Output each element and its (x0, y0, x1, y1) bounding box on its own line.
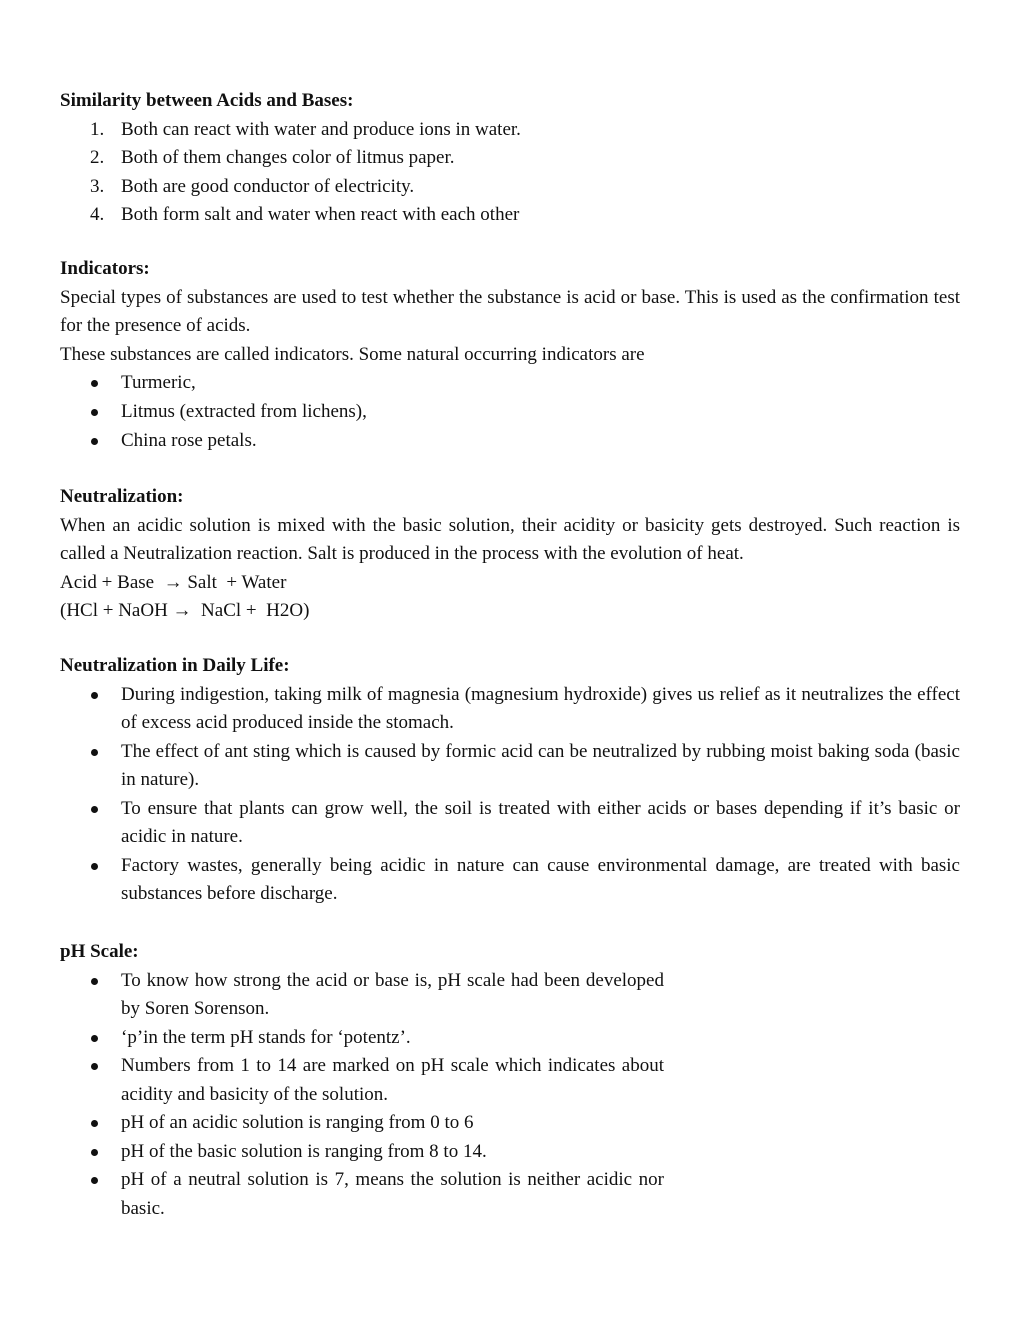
paragraph: When an acidic solution is mixed with the basic solution, their acidity or basicity gets destroyed. Such reaction is called a Neutralization reaction. Salt is produced in the process with the evolution of heat. (60, 514, 960, 564)
ph-scale-section (60, 938, 664, 1223)
item-text: The effect of ant sting which is caused by formic acid can be neutralized by rubbing moist baking soda (basic in nature). (121, 740, 960, 790)
list-item (60, 852, 960, 909)
list-item (60, 1166, 664, 1223)
item-text: Turmeric, (121, 372, 196, 393)
item-text: Both can react with water and produce ions in water. (121, 118, 521, 140)
section-heading: Neutralization: (60, 486, 184, 507)
list-item (60, 1109, 664, 1138)
numbered-list (60, 116, 960, 230)
bullet-list (60, 369, 960, 456)
section-heading: Neutralization in Daily Life: (60, 655, 290, 676)
list-item: 4. Both form salt and water when react with each other (90, 204, 520, 225)
equation-example: (HCl + NaOH → NaCl + H2O) (60, 600, 310, 621)
item-text: Numbers from 1 to 14 are marked on pH scale which indicates about acidity and basicity of the solution. (121, 1055, 664, 1105)
equation-general: Acid + Base → Salt + Water (60, 571, 287, 593)
list-item: 2. Both of them changes color of litmus paper. (90, 147, 455, 168)
list-item (60, 427, 960, 456)
daily-life-section (60, 652, 960, 909)
similarity-section (60, 87, 960, 230)
paragraph: Special types of substances are used to test whether the substance is acid or base. This is used as the confirmation test for the presence of acids. (60, 286, 960, 336)
indicators-section (60, 255, 960, 456)
item-text: Factory wastes, generally being acidic in nature can cause environmental damage, are treated with basic substances before discharge. (121, 854, 960, 904)
item-text: Both of them changes color of litmus paper. (121, 147, 455, 168)
section-heading: pH Scale: (60, 941, 139, 962)
item-text: Litmus (extracted from lichens), (121, 401, 367, 422)
list-item (60, 1138, 664, 1167)
list-item (60, 681, 960, 738)
list-item: 1. Both can react with water and produce ions in water. (90, 118, 521, 140)
list-item (60, 1024, 664, 1053)
list-item (60, 369, 960, 398)
list-item (60, 738, 960, 795)
item-text: Both form salt and water when react with each other (121, 204, 520, 225)
item-text: pH of an acidic solution is ranging from 0 to 6 (121, 1112, 474, 1133)
section-heading: Similarity between Acids and Bases: (60, 90, 354, 111)
list-item (60, 398, 960, 427)
item-text: To know how strong the acid or base is, pH scale had been developed by Soren Sorenson. (121, 969, 664, 1019)
list-item (60, 967, 664, 1024)
item-text: Both are good conductor of electricity. (121, 175, 415, 197)
bullet-list (60, 967, 664, 1224)
paragraph: These substances are called indicators. Some natural occurring indicators are (60, 343, 645, 365)
bullet-list (60, 681, 960, 909)
item-text: China rose petals. (121, 430, 257, 451)
list-item (60, 795, 960, 852)
section-heading: Indicators: (60, 258, 150, 279)
list-item (60, 1052, 664, 1109)
item-text: pH of a neutral solution is 7, means the solution is neither acidic nor basic. (121, 1169, 664, 1219)
item-text: To ensure that plants can grow well, the soil is treated with either acids or bases depending if it’s basic or acidic in nature. (121, 797, 960, 847)
neutralization-section (60, 483, 960, 626)
list-item: 3. Both are good conductor of electricity. (90, 175, 415, 197)
item-text: pH of the basic solution is ranging from 8 to 14. (121, 1140, 487, 1162)
item-text: During indigestion, taking milk of magnesia (magnesium hydroxide) gives us relief as it neutralizes the effect of excess acid produced inside the stomach. (121, 683, 960, 733)
item-text: ‘p’in the term pH stands for ‘potentz’. (121, 1026, 411, 1048)
